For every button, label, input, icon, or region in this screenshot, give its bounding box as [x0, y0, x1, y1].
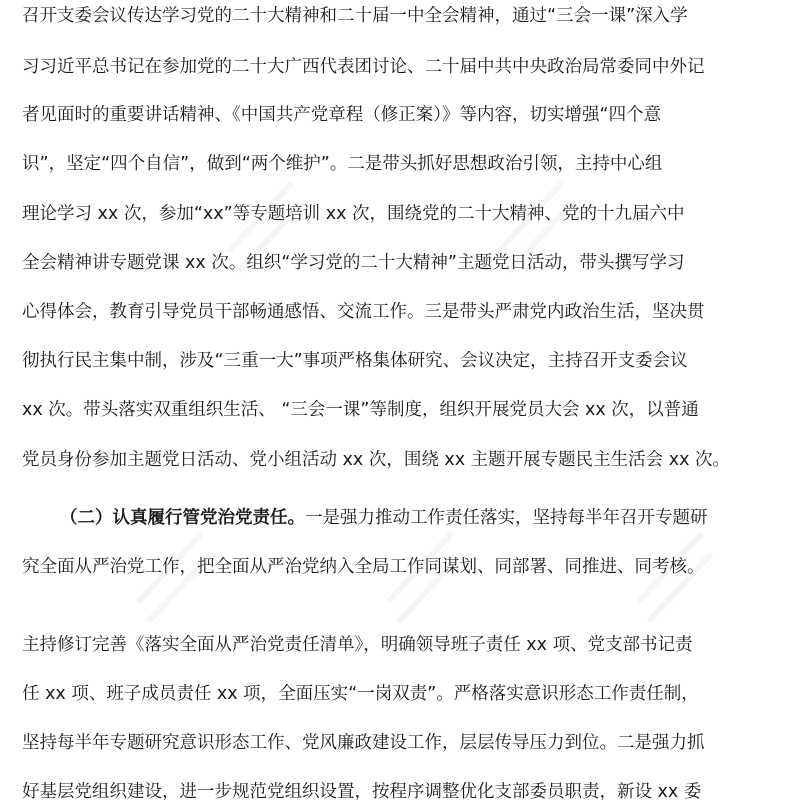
paragraph-line: 召开支委会议传达学习党的二十大精神和二十届一中全会精神，通过“三会一课”深入学: [22, 6, 688, 26]
paragraph-line: 心得体会，教育引导党员干部畅通感悟、交流工作。三是带头严肃党内政治生活，坚决贯: [22, 302, 705, 322]
paragraph-line: 坚持每半年专题研究意识形态工作、党风廉政建设工作，层层传导压力到位。二是强力抓: [22, 733, 705, 753]
paragraph-line: 识”，坚定“四个自信”，做到“两个维护”。二是带头抓好思想政治引领，主持中心组: [22, 154, 663, 174]
paragraph-line: 党员身份参加主题党日活动、党小组活动 xx 次，围绕 xx 主题开展专题民主生活会 xx 次。: [22, 450, 731, 470]
section-text: 一是强力推动工作责任落实，坚持每半年召开专题研: [305, 508, 708, 528]
paragraph-line: 主持修订完善《落实全面从严治党责任清单》，明确领导班子责任 xx 项、党支部书记责: [22, 635, 693, 655]
section-2-first-line: [60, 506, 782, 530]
paragraph-line: xx 次。带头落实双重组织生活、 “三会一课”等制度，组织开展党员大会 xx 次，以普通: [22, 400, 699, 420]
paragraph-line: 者见面时的重要讲话精神、《中国共产党章程（修正案）》等内容，切实增强“四个意: [22, 105, 662, 125]
paragraph-line: 任 xx 项、班子成员责任 xx 项，全面压实“一岗双责”。严格落实意识形态工作责任制，: [22, 684, 699, 704]
section-heading: （二）认真履行管党治党责任。: [60, 508, 305, 528]
paragraph-line: 彻执行民主集中制，涉及“三重一大”事项严格集体研究、会议决定，主持召开支委会议: [22, 351, 688, 371]
paragraph-line: 理论学习 xx 次，参加“xx”等专题培训 xx 次，围绕党的二十大精神、党的十九届六中: [22, 204, 685, 224]
paragraph-line: 全会精神讲专题党课 xx 次。组织“学习党的二十大精神”主题党日活动，带头撰写学习: [22, 253, 685, 273]
paragraph-line: 习习近平总书记在参加党的二十大广西代表团讨论、二十届中共中央政治局常委同中外记: [22, 57, 705, 77]
paragraph-line: 好基层党组织建设，进一步规范党组织设置，按程序调整优化支部委员职责，新设 xx 委: [22, 782, 702, 800]
paragraph-line: 究全面从严治党工作，把全面从严治党纳入全局工作同谋划、同部署、同推进、同考核。: [22, 557, 705, 577]
